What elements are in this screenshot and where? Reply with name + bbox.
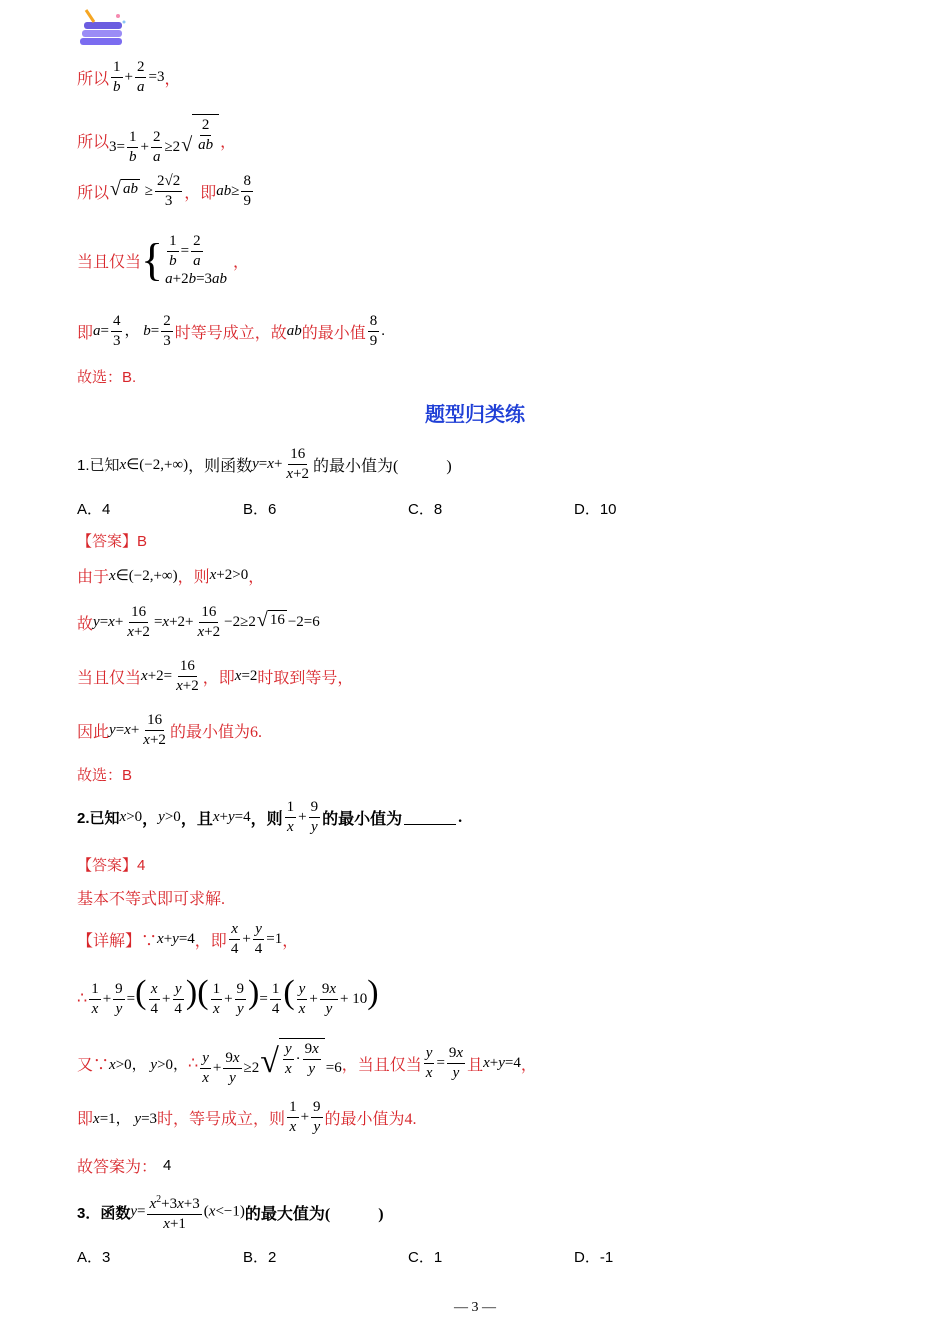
question-1-stem: 1.已知 x∈(−2,+∞) ，则函数 y=x+ $\frac{16}{x+2}$ 的最小值为( ) <box>77 446 452 482</box>
question-2-stem: 2.已知 x>0 ， y>0 ，且 x+y=4 ，则 $\frac{1}{x}$ + $\frac{9}{y}$ 的最小值为 . <box>77 799 463 835</box>
q1-choose: 故选：B <box>77 767 133 784</box>
q2-hint: 基本不等式即可求解. <box>77 891 226 908</box>
solution-line-4: 当且仅当 { $\frac{1}{b}$ = $\frac{2}{a}$ a+2b=3ab ， <box>77 233 250 287</box>
books-pencil-icon <box>78 8 128 50</box>
solution-line-3: 所以 √ ab ≥ $\frac{2√2}{3}$ ，即 ab≥ $\frac{8}{9}$ <box>77 173 251 209</box>
q2-answer: 【答案】4 <box>77 857 146 874</box>
q2-detail-1: 【详解】∵ x+y=4 ，即 $\frac{x}{4}$ + $\frac{y}{4}$ =1 ， <box>77 921 299 957</box>
q3-option-a[interactable]: A．3 <box>77 1249 111 1266</box>
q3-option-d[interactable]: D．-1 <box>574 1249 614 1266</box>
q2-detail-4: 即 x=1， y=3 时，等号成立，则 $\frac{1}{x}$ + $\frac{9}{y}$ 的最小值为4. <box>77 1099 417 1135</box>
q3-option-c[interactable]: C．1 <box>408 1249 443 1266</box>
solution-line-2: 所以 3= $\frac{1}{b}$ + $\frac{2}{a}$ ≥2 √ $\frac{2}{ab}$ ， <box>77 114 236 167</box>
q1-solution-2: 故 y=x+ $\frac{16}{x+2}$ =x+2+ $\frac{16}{x+2}$ −2≥2 √ 16 −2=6 <box>77 604 320 640</box>
q1-solution-4: 因此 y=x+ $\frac{16}{x+2}$ 的最小值为6. <box>77 712 262 748</box>
q1-option-c[interactable]: C．8 <box>408 501 443 518</box>
q1-answer: 【答案】B <box>77 533 148 550</box>
q1-option-a[interactable]: A．4 <box>77 501 111 518</box>
q3-option-b[interactable]: B．2 <box>243 1249 277 1266</box>
section-title: 题型归类练 <box>425 402 525 426</box>
question-3-stem: 3．函数 y= $\frac{x^2+3x+3}{x+1}$ (x<−1) 的最大值为( ) <box>77 1190 384 1234</box>
page-number: — 3 — <box>454 1300 496 1315</box>
q1-solution-3: 当且仅当 x+2= $\frac{16}{x+2}$ ，即 x=2 时取到等号， <box>77 658 354 694</box>
q1-option-d[interactable]: D．10 <box>574 501 617 518</box>
q1-solution-1: 由于 x∈(−2,+∞) ，则 x+2>0 ， <box>77 567 265 586</box>
q1-option-b[interactable]: B．6 <box>243 501 277 518</box>
q2-detail-3: 又∵ x>0， y>0， ∴ $\frac{y}{x}$ + $\frac{9x}{y}$ ≥2 √ $\frac{y}{x}$ · $\frac{9x}{y}$ =6 ，当且仅当 $\frac{y}{x}$ = $\frac{9x}{y}$ 且 x+y=4 ， <box>77 1038 537 1088</box>
solution-line-1: 所以 $\frac{1}{b}$ + $\frac{2}{a}$ =3 ， <box>77 59 181 95</box>
choose-answer: 故选：B. <box>77 369 137 386</box>
q2-detail-2: ∴ $\frac{1}{x}$ + $\frac{9}{y}$ =( $\frac{x}{4}$ + $\frac{y}{4}$ )( $\frac{1}{x}$ + $\frac{9}{y}$ )= $\frac{1}{4}$ ( $\frac{y}{x}$ + $\frac{9x}{y}$ + 10) <box>77 974 379 1018</box>
solution-line-5: 即 a= $\frac{4}{3}$ ， b= $\frac{2}{3}$ 时等号成立，故 ab 的最小值 $\frac{8}{9}$ . <box>77 313 385 349</box>
q2-final: 故答案为： 4 <box>77 1157 172 1176</box>
